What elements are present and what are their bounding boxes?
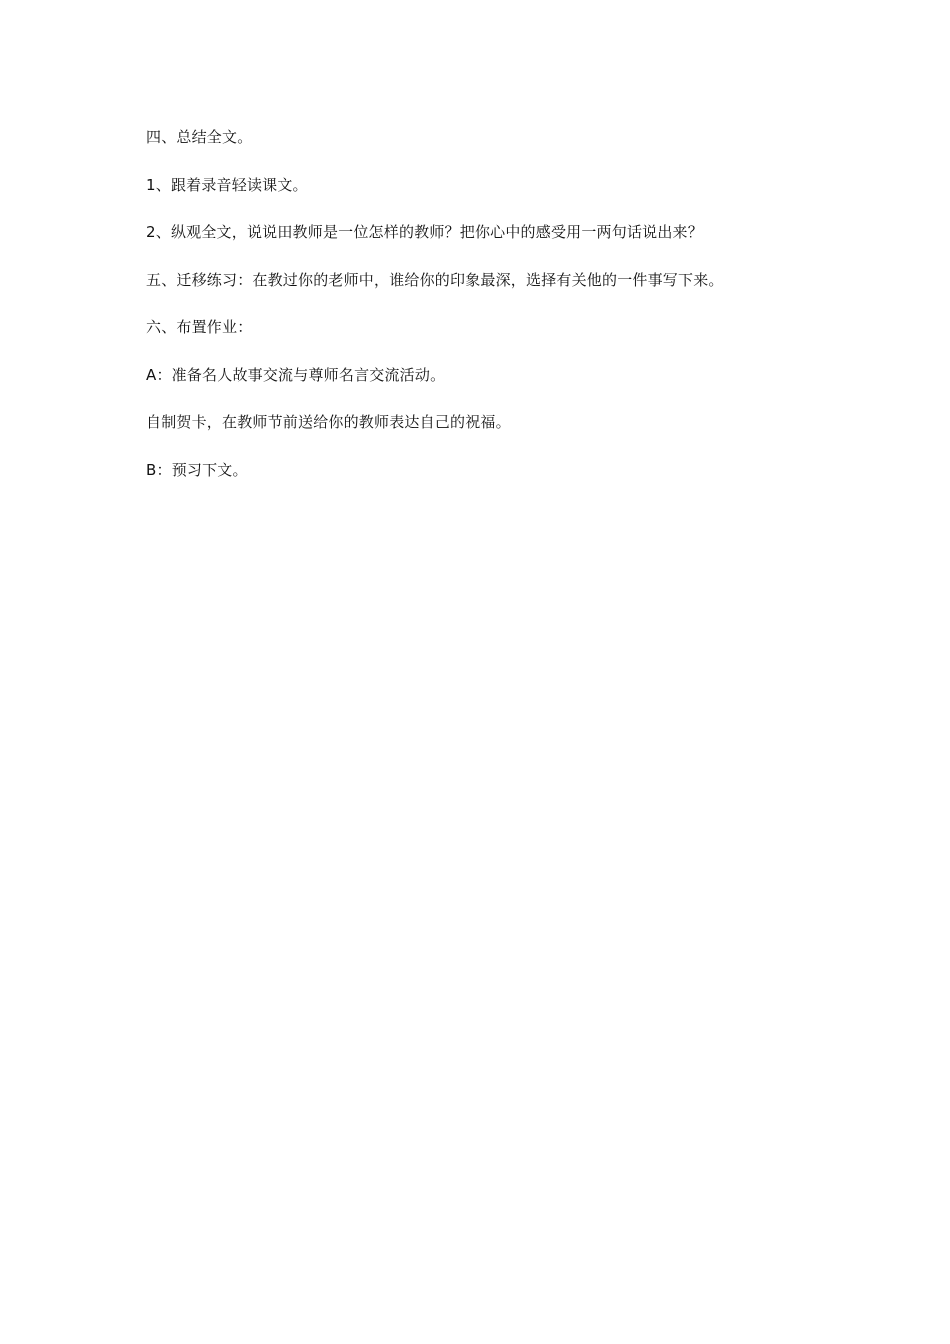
section-heading-summary: 四、总结全文。: [146, 128, 253, 146]
document-body: [146, 126, 846, 506]
paragraph-item-1: 1、跟着录音轻读课文。: [146, 175, 308, 194]
homework-item-b: B：预习下文。: [146, 460, 248, 479]
section-heading-transfer-exercise: 五、迁移练习：在教过你的老师中，谁给你的印象最深，选择有关他的一件事写下来。: [146, 270, 724, 289]
paragraph-item-2: 2、纵观全文，说说田教师是一位怎样的教师？把你心中的感受用一两句话说出来？: [146, 223, 703, 241]
section-heading-homework: 六、布置作业：: [146, 318, 253, 336]
homework-item-card: 自制贺卡，在教师节前送给你的教师表达自己的祝福。: [146, 413, 511, 431]
homework-item-a: A：准备名人故事交流与尊师名言交流活动。: [146, 365, 446, 384]
